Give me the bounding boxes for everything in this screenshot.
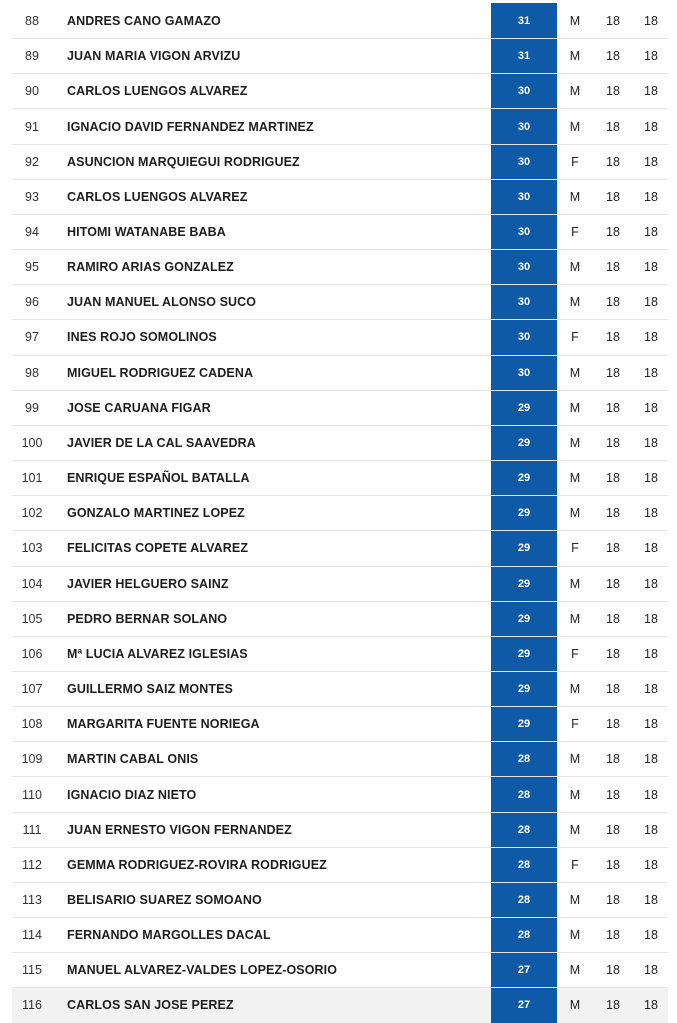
position-cell: 102 <box>21 506 43 521</box>
stat-cell-1: 18 <box>606 752 620 767</box>
stat-cell-2: 18 <box>644 682 658 697</box>
player-name-cell[interactable]: JUAN ERNESTO VIGON FERNANDEZ <box>67 822 292 837</box>
player-name-cell[interactable]: JUAN MANUEL ALONSO SUCO <box>67 295 257 310</box>
stat-cell-2: 18 <box>644 892 658 907</box>
position-cell: 98 <box>25 365 39 380</box>
table-row[interactable] <box>12 108 668 143</box>
table-row[interactable] <box>12 319 668 354</box>
table-row[interactable] <box>12 776 668 811</box>
stat-cell-2: 18 <box>644 13 658 28</box>
score-cell: 29 <box>491 672 557 706</box>
stat-cell-1: 18 <box>606 49 620 64</box>
stat-cell-1: 18 <box>606 260 620 275</box>
player-name-cell[interactable]: IGNACIO DAVID FERNANDEZ MARTINEZ <box>67 119 314 134</box>
stat-cell-2: 18 <box>644 576 658 591</box>
position-cell: 110 <box>22 787 42 802</box>
position-cell: 111 <box>22 822 42 837</box>
sex-cell: F <box>571 541 579 556</box>
table-row[interactable] <box>12 566 668 601</box>
stat-cell-1: 18 <box>606 857 620 872</box>
stat-cell-2: 18 <box>644 330 658 345</box>
stat-cell-2: 18 <box>644 84 658 99</box>
sex-cell: F <box>571 717 579 732</box>
sex-cell: M <box>569 435 581 450</box>
stat-cell-1: 18 <box>606 611 620 626</box>
player-name-cell[interactable]: FERNANDO MARGOLLES DACAL <box>67 928 271 943</box>
stat-cell-2: 18 <box>644 225 658 240</box>
player-name-cell[interactable]: HITOMI WATANABE BABA <box>67 225 226 240</box>
table-row[interactable] <box>12 917 668 952</box>
player-name-cell[interactable]: CARLOS LUENGOS ALVAREZ <box>67 84 248 99</box>
score-cell: 30 <box>491 180 557 214</box>
position-cell: 93 <box>25 189 39 204</box>
player-name-cell[interactable]: GUILLERMO SAIZ MONTES <box>67 682 233 697</box>
position-cell: 112 <box>22 857 42 872</box>
sex-cell: M <box>569 506 581 521</box>
stat-cell-2: 18 <box>644 717 658 732</box>
score-cell: 30 <box>491 145 557 179</box>
score-cell: 27 <box>491 953 557 987</box>
stat-cell-1: 18 <box>606 365 620 380</box>
stat-cell-1: 18 <box>606 998 620 1013</box>
stat-cell-1: 18 <box>606 787 620 802</box>
score-cell: 29 <box>491 567 557 601</box>
player-name-cell[interactable]: BELISARIO SUAREZ SOMOANO <box>67 892 262 907</box>
position-cell: 116 <box>22 998 42 1013</box>
sex-cell: F <box>571 857 579 872</box>
position-cell: 95 <box>25 260 39 275</box>
stat-cell-1: 18 <box>606 822 620 837</box>
stat-cell-1: 18 <box>606 928 620 943</box>
sex-cell: M <box>569 682 581 697</box>
table-row[interactable] <box>12 355 668 390</box>
stat-cell-2: 18 <box>644 365 658 380</box>
sex-cell: M <box>569 295 581 310</box>
stat-cell-2: 18 <box>644 998 658 1013</box>
sex-cell: F <box>571 330 579 345</box>
stat-cell-2: 18 <box>644 400 658 415</box>
stat-cell-1: 18 <box>606 295 620 310</box>
player-name-cell[interactable]: RAMIRO ARIAS GONZALEZ <box>67 260 234 275</box>
player-name-cell[interactable]: ASUNCION MARQUIEGUI RODRIGUEZ <box>67 154 300 169</box>
sex-cell: M <box>569 13 581 28</box>
player-name-cell[interactable]: CARLOS SAN JOSE PEREZ <box>67 998 234 1013</box>
table-row[interactable] <box>12 3 668 38</box>
score-cell: 28 <box>491 777 557 811</box>
stat-cell-1: 18 <box>606 400 620 415</box>
position-cell: 107 <box>21 682 43 697</box>
score-cell: 31 <box>491 3 557 38</box>
sex-cell: M <box>569 822 581 837</box>
sex-cell: M <box>569 119 581 134</box>
player-name-cell[interactable]: MARTIN CABAL ONIS <box>67 752 199 767</box>
score-cell: 30 <box>491 215 557 249</box>
table-row[interactable] <box>12 601 668 636</box>
stat-cell-1: 18 <box>606 119 620 134</box>
stat-cell-2: 18 <box>644 189 658 204</box>
sex-cell: M <box>569 787 581 802</box>
stat-cell-2: 18 <box>644 154 658 169</box>
score-cell: 29 <box>491 496 557 530</box>
score-cell: 29 <box>491 602 557 636</box>
stat-cell-2: 18 <box>644 611 658 626</box>
position-cell: 104 <box>21 576 43 591</box>
position-cell: 115 <box>22 963 42 978</box>
player-name-cell[interactable]: INES ROJO SOMOLINOS <box>67 330 217 345</box>
score-cell: 30 <box>491 356 557 390</box>
player-name-cell[interactable]: JAVIER HELGUERO SAINZ <box>67 576 229 591</box>
stat-cell-1: 18 <box>606 646 620 661</box>
table-row[interactable] <box>12 179 668 214</box>
player-name-cell[interactable]: MARGARITA FUENTE NORIEGA <box>67 717 260 732</box>
stat-cell-2: 18 <box>644 928 658 943</box>
player-name-cell[interactable]: GONZALO MARTINEZ LOPEZ <box>67 506 245 521</box>
stat-cell-2: 18 <box>644 471 658 486</box>
stat-cell-1: 18 <box>606 892 620 907</box>
table-row[interactable] <box>12 882 668 917</box>
sex-cell: M <box>569 189 581 204</box>
stat-cell-2: 18 <box>644 435 658 450</box>
player-name-cell[interactable]: PEDRO BERNAR SOLANO <box>67 611 228 626</box>
sex-cell: M <box>569 49 581 64</box>
sex-cell: M <box>569 365 581 380</box>
score-cell: 30 <box>491 109 557 143</box>
table-row[interactable] <box>12 73 668 108</box>
score-cell: 28 <box>491 918 557 952</box>
stat-cell-1: 18 <box>606 506 620 521</box>
table-row[interactable] <box>12 741 668 776</box>
score-cell: 31 <box>491 39 557 73</box>
position-cell: 89 <box>25 49 39 64</box>
table-row[interactable] <box>12 812 668 847</box>
score-cell: 29 <box>491 426 557 460</box>
player-name-cell[interactable]: CARLOS LUENGOS ALVAREZ <box>67 189 248 204</box>
score-cell: 27 <box>491 988 557 1022</box>
position-cell: 109 <box>21 752 43 767</box>
table-row[interactable] <box>12 144 668 179</box>
stat-cell-2: 18 <box>644 822 658 837</box>
player-name-cell[interactable]: IGNACIO DIAZ NIETO <box>67 787 197 802</box>
position-cell: 103 <box>21 541 43 556</box>
player-name-cell[interactable]: MANUEL ALVAREZ-VALDES LOPEZ-OSORIO <box>67 963 338 978</box>
position-cell: 90 <box>25 84 39 99</box>
player-name-cell[interactable]: MIGUEL RODRIGUEZ CADENA <box>67 365 254 380</box>
sex-cell: M <box>569 611 581 626</box>
position-cell: 106 <box>21 646 43 661</box>
table-row[interactable] <box>12 460 668 495</box>
player-name-cell[interactable]: ANDRES CANO GAMAZO <box>67 13 221 28</box>
score-cell: 28 <box>491 742 557 776</box>
score-cell: 30 <box>491 250 557 284</box>
sex-cell: M <box>569 260 581 275</box>
position-cell: 96 <box>25 295 39 310</box>
ranking-table <box>12 3 668 1023</box>
position-cell: 94 <box>25 225 39 240</box>
sex-cell: M <box>569 928 581 943</box>
position-cell: 92 <box>25 154 39 169</box>
stat-cell-1: 18 <box>606 154 620 169</box>
player-name-cell[interactable]: Mª LUCIA ALVAREZ IGLESIAS <box>67 646 248 661</box>
table-row[interactable] <box>12 671 668 706</box>
sex-cell: F <box>571 225 579 240</box>
stat-cell-2: 18 <box>644 506 658 521</box>
table-row[interactable] <box>12 706 668 741</box>
player-name-cell[interactable]: ENRIQUE ESPAÑOL BATALLA <box>67 471 250 486</box>
stat-cell-1: 18 <box>606 330 620 345</box>
stat-cell-2: 18 <box>644 646 658 661</box>
stat-cell-2: 18 <box>644 963 658 978</box>
position-cell: 100 <box>21 435 43 450</box>
table-row[interactable] <box>12 495 668 530</box>
table-row[interactable] <box>12 249 668 284</box>
score-cell: 29 <box>491 461 557 495</box>
sex-cell: M <box>569 892 581 907</box>
table-row[interactable] <box>12 214 668 249</box>
table-row[interactable] <box>12 636 668 671</box>
table-row[interactable] <box>12 390 668 425</box>
table-row[interactable] <box>12 38 668 73</box>
table-row[interactable] <box>12 987 668 1022</box>
stat-cell-1: 18 <box>606 189 620 204</box>
stat-cell-1: 18 <box>606 963 620 978</box>
score-cell: 30 <box>491 285 557 319</box>
stat-cell-2: 18 <box>644 752 658 767</box>
sex-cell: M <box>569 471 581 486</box>
score-cell: 30 <box>491 320 557 354</box>
player-name-cell[interactable]: JOSE CARUANA FIGAR <box>67 400 211 415</box>
stat-cell-1: 18 <box>606 541 620 556</box>
score-cell: 29 <box>491 637 557 671</box>
stat-cell-1: 18 <box>606 471 620 486</box>
sex-cell: M <box>569 84 581 99</box>
player-name-cell[interactable]: GEMMA RODRIGUEZ-ROVIRA RODRIGUEZ <box>67 857 327 872</box>
table-row[interactable] <box>12 530 668 565</box>
table-row[interactable] <box>12 847 668 882</box>
position-cell: 99 <box>25 400 39 415</box>
sex-cell: F <box>571 646 579 661</box>
sex-cell: M <box>569 400 581 415</box>
score-cell: 28 <box>491 813 557 847</box>
stat-cell-2: 18 <box>644 857 658 872</box>
stat-cell-1: 18 <box>606 225 620 240</box>
stat-cell-2: 18 <box>644 541 658 556</box>
sex-cell: M <box>569 752 581 767</box>
score-cell: 29 <box>491 531 557 565</box>
stat-cell-2: 18 <box>644 295 658 310</box>
position-cell: 97 <box>25 330 39 345</box>
position-cell: 91 <box>25 119 39 134</box>
player-name-cell[interactable]: FELICITAS COPETE ALVAREZ <box>67 541 249 556</box>
score-cell: 30 <box>491 74 557 108</box>
score-cell: 28 <box>491 883 557 917</box>
player-name-cell[interactable]: JAVIER DE LA CAL SAAVEDRA <box>67 435 256 450</box>
stat-cell-1: 18 <box>606 682 620 697</box>
stat-cell-1: 18 <box>606 435 620 450</box>
position-cell: 101 <box>21 471 43 486</box>
stat-cell-1: 18 <box>606 84 620 99</box>
stat-cell-2: 18 <box>644 49 658 64</box>
player-name-cell[interactable]: JUAN MARIA VIGON ARVIZU <box>67 49 241 64</box>
score-cell: 28 <box>491 848 557 882</box>
sex-cell: M <box>569 963 581 978</box>
score-cell: 29 <box>491 391 557 425</box>
position-cell: 108 <box>21 717 43 732</box>
sex-cell: M <box>569 998 581 1013</box>
position-cell: 114 <box>22 928 42 943</box>
score-cell: 29 <box>491 707 557 741</box>
stat-cell-2: 18 <box>644 260 658 275</box>
table-row[interactable] <box>12 284 668 319</box>
stat-cell-1: 18 <box>606 13 620 28</box>
table-row[interactable] <box>12 425 668 460</box>
position-cell: 88 <box>25 13 39 28</box>
table-row[interactable] <box>12 952 668 987</box>
position-cell: 105 <box>21 611 43 626</box>
sex-cell: M <box>569 576 581 591</box>
position-cell: 113 <box>22 892 42 907</box>
stat-cell-1: 18 <box>606 576 620 591</box>
stat-cell-2: 18 <box>644 119 658 134</box>
stat-cell-2: 18 <box>644 787 658 802</box>
sex-cell: F <box>571 154 579 169</box>
stat-cell-1: 18 <box>606 717 620 732</box>
